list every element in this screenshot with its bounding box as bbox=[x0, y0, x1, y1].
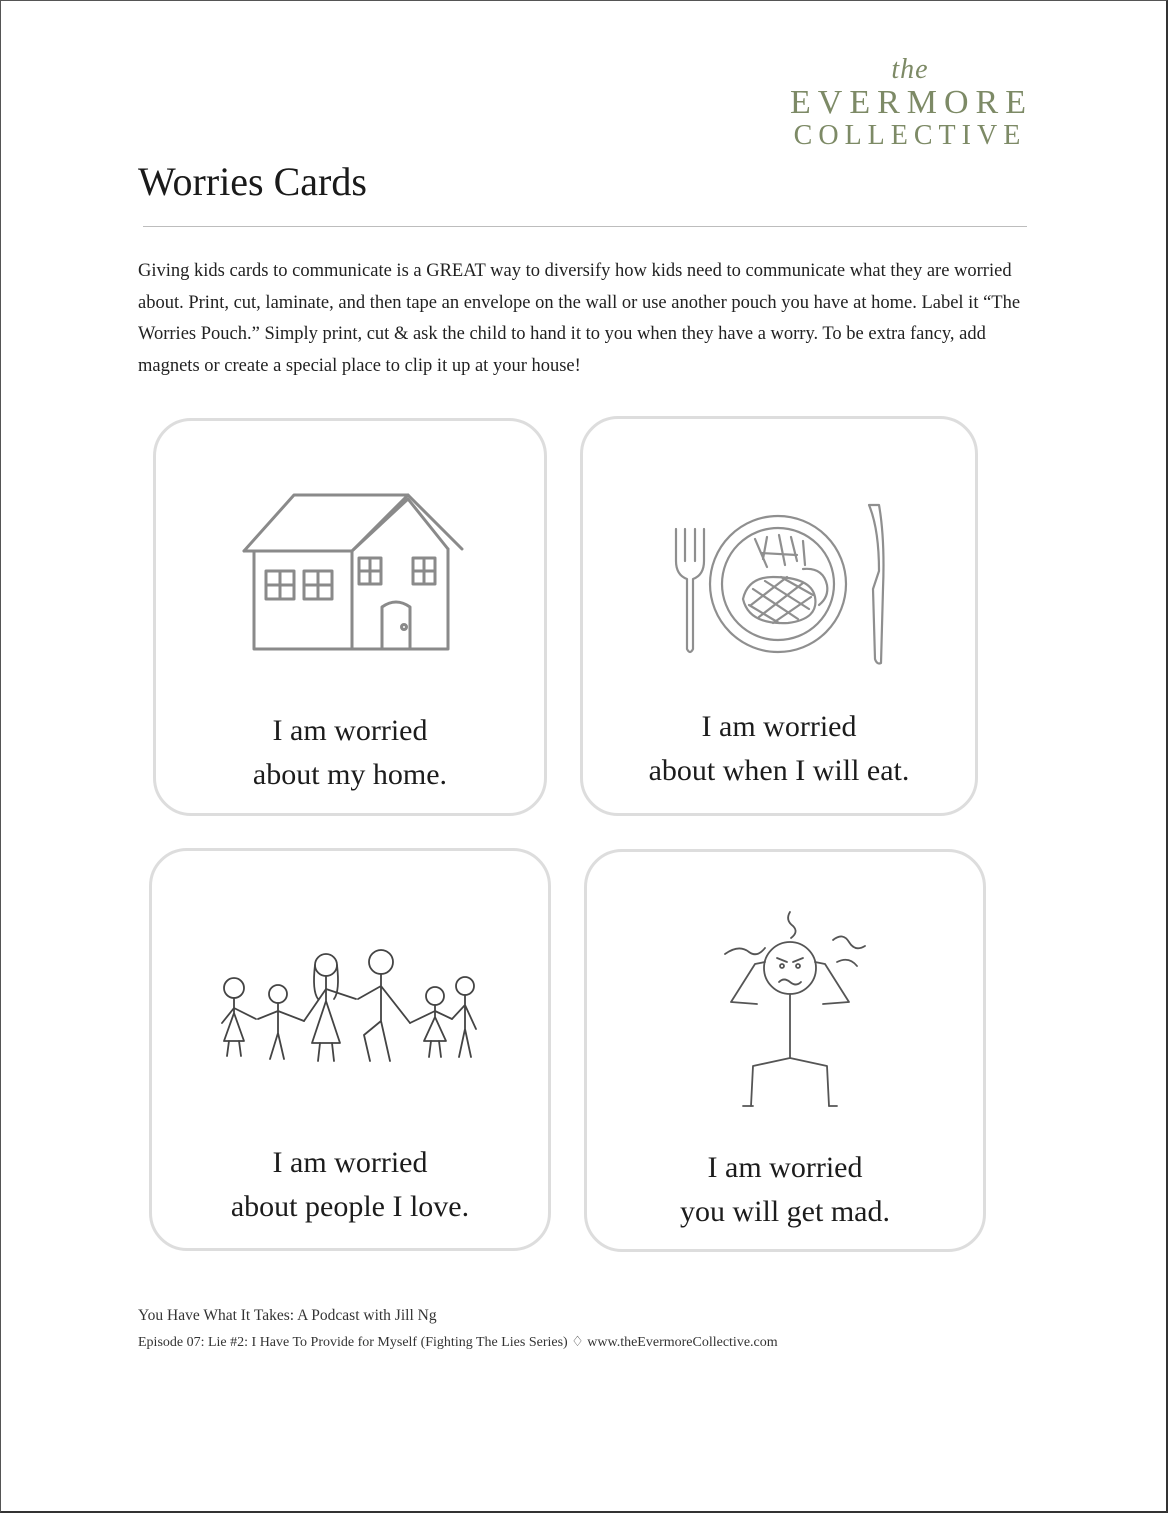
card-caption-line-2: you will get mad. bbox=[680, 1195, 890, 1228]
intro-paragraph: Giving kids cards to communicate is a GREAT way to diversify how kids need to communicate what they are worried about. Print, cut, laminate, and then tape an envelope on the wall or use another pouch you have at home. Label it “The Worries Pouch.” Simply print, cut & ask the child to hand it to you when they have a worry. To be extra fancy, add magnets or create a special place to clip it up at your house! bbox=[138, 261, 1021, 376]
worry-card-home[interactable] bbox=[153, 418, 547, 816]
page-title: Worries Cards bbox=[138, 159, 367, 204]
logo-line-2: COLLECTIVE bbox=[793, 120, 1027, 151]
diamond-separator-icon: ♢ bbox=[571, 1335, 584, 1350]
worry-card-loved-ones[interactable] bbox=[149, 848, 551, 1251]
card-caption-line-2: about people I love. bbox=[230, 1190, 470, 1223]
footer-episode-line bbox=[138, 1333, 778, 1353]
evermore-logo bbox=[790, 54, 1033, 152]
house-icon bbox=[156, 421, 550, 681]
plate-icon bbox=[583, 419, 981, 679]
footer-episode: Episode 07: Lie #2: I Have To Provide for Myself (Fighting The Lies Series) bbox=[138, 1335, 568, 1350]
footer-podcast: You Have What It Takes: A Podcast with Jill Ng bbox=[138, 1307, 437, 1324]
divider bbox=[143, 226, 1027, 227]
card-caption-line-1: I am worried bbox=[707, 1151, 863, 1184]
card-caption-line-2: about my home. bbox=[252, 758, 448, 791]
stressed-person-icon bbox=[587, 852, 989, 1132]
worry-card-anger[interactable] bbox=[584, 849, 986, 1252]
card-caption-line-1: I am worried bbox=[701, 710, 857, 743]
card-caption-line-2: about when I will eat. bbox=[648, 754, 910, 787]
logo-line-1: EVERMORE bbox=[790, 84, 1033, 121]
family-icon bbox=[152, 851, 554, 1111]
footer-website-link[interactable]: www.theEvermoreCollective.com bbox=[587, 1335, 778, 1350]
card-caption-line-1: I am worried bbox=[272, 1146, 428, 1179]
logo-the: the bbox=[891, 54, 929, 85]
card-caption-line-1: I am worried bbox=[272, 714, 428, 747]
worry-card-food[interactable] bbox=[580, 416, 978, 816]
